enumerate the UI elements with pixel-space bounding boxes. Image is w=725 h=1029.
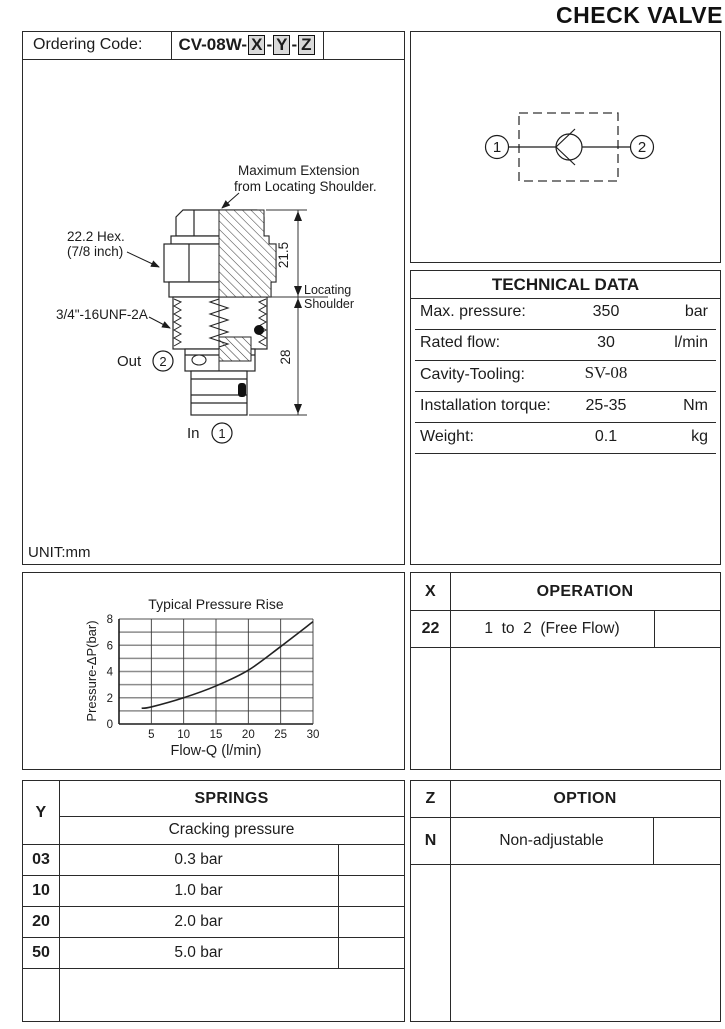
locating-shoulder-label-1: Locating <box>304 283 352 297</box>
tech-row-label: Weight: <box>420 428 474 445</box>
technical-data-box <box>410 270 721 565</box>
chart-ytick-label: 4 <box>106 666 113 679</box>
spring-row-code: 03 <box>32 850 50 868</box>
code-z: Z <box>298 35 314 55</box>
check-valve-symbol <box>411 32 719 261</box>
operation-row-divider <box>411 647 720 648</box>
spring-row-code: 10 <box>32 881 50 899</box>
in-label: In <box>187 425 200 442</box>
tech-row-unit: bar <box>684 303 708 320</box>
symbol-box <box>410 31 721 263</box>
chart-xlabel: Flow-Q (l/min) <box>170 743 262 759</box>
chart-ytick-label: 8 <box>106 614 113 626</box>
max-extension-label-2: from Locating Shoulder. <box>234 179 377 194</box>
nose-seal <box>238 383 246 397</box>
symbol-port1-number: 1 <box>492 139 502 156</box>
chart-series-line <box>142 622 313 709</box>
row-divider <box>415 391 716 392</box>
technical-data-title: TECHNICAL DATA <box>491 274 640 294</box>
option-row-code: N <box>424 831 437 849</box>
thread-label: 3/4"-16UNF-2A <box>56 307 148 322</box>
tech-row-value: 350 <box>592 303 620 320</box>
spring-row-value: 2.0 bar <box>174 912 223 930</box>
tech-row-label: Installation torque: <box>420 397 551 414</box>
tech-row-label: Cavity-Tooling: <box>420 366 525 383</box>
chart-xtick-label: 5 <box>148 729 155 741</box>
tech-row-label: Max. pressure: <box>420 303 526 320</box>
springs-row-divider <box>23 968 404 969</box>
operation-box <box>410 572 721 770</box>
o-ring-seal <box>254 325 264 335</box>
chart-title: Typical Pressure Rise <box>148 596 284 612</box>
hex-label-2: (7/8 inch) <box>67 244 124 259</box>
operation-row-desc: 1 to 2 (Free Flow) <box>484 619 620 637</box>
option-col-letter: Z <box>425 790 436 807</box>
ordering-cell-divider-2 <box>323 32 324 59</box>
springs-right-cell-divider <box>338 844 339 968</box>
symbol-port2-number: 2 <box>637 139 647 156</box>
chart-ylabel: Pressure-ΔP(bar) <box>84 620 99 722</box>
spring-row-value: 5.0 bar <box>174 943 223 961</box>
tech-row-value: 30 <box>597 334 615 351</box>
chart-ytick-label: 0 <box>106 719 113 731</box>
chart-box <box>22 572 405 770</box>
code-sep-1: - <box>266 35 273 54</box>
tech-row-value: 0.1 <box>594 428 618 445</box>
springs-subtitle: Cracking pressure <box>168 821 295 838</box>
code-prefix: CV-08W- <box>178 35 248 54</box>
springs-box <box>22 780 405 1022</box>
row-divider <box>415 422 716 423</box>
dim-28: 28 <box>278 349 293 365</box>
code-x: X <box>248 35 265 55</box>
ordering-code-label: Ordering Code: <box>33 36 143 53</box>
out-label: Out <box>117 353 142 370</box>
spring-row-value: 0.3 bar <box>174 850 223 868</box>
chart-ytick-label: 6 <box>106 640 113 653</box>
dim-21-5: 21.5 <box>276 241 291 269</box>
symbol-lines <box>509 129 630 165</box>
tech-row-unit: kg <box>691 428 708 445</box>
springs-title: SPRINGS <box>194 789 269 807</box>
chart-xtick-label: 10 <box>177 729 191 741</box>
operation-col-letter: X <box>425 582 436 600</box>
ordering-drawing-box <box>22 31 405 565</box>
unit-label: UNIT:mm <box>28 544 91 561</box>
max-extension-label-1: Maximum Extension <box>238 163 360 178</box>
option-row-divider <box>411 864 720 865</box>
tech-row-unit: Nm <box>683 397 708 414</box>
chart-xtick-label: 20 <box>241 729 255 741</box>
locating-shoulder-label-2: Shoulder <box>304 297 355 311</box>
spring-row-code: 50 <box>32 943 50 961</box>
spring-row-code: 20 <box>32 912 50 930</box>
spring-row-value: 1.0 bar <box>174 881 223 899</box>
pressure-rise-chart <box>23 573 403 768</box>
hex-label-1: 22.2 Hex. <box>67 229 125 244</box>
valve-cross-section-drawing <box>23 59 403 564</box>
out-port-hole <box>192 355 206 365</box>
tech-row-label: Rated flow: <box>420 334 501 351</box>
in-port-number: 1 <box>218 426 226 441</box>
code-y: Y <box>273 35 290 55</box>
operation-right-cell-divider <box>654 610 655 647</box>
tech-row-value: 25-35 <box>585 397 627 414</box>
chart-ytick-label: 2 <box>106 692 113 705</box>
option-right-cell-divider <box>653 817 654 864</box>
operation-row-code: 22 <box>421 619 440 637</box>
code-sep-2: - <box>291 35 298 54</box>
option-box <box>410 780 721 1022</box>
operation-title: OPERATION <box>536 582 634 600</box>
springs-col-letter: Y <box>35 803 47 821</box>
tech-row-value: SV-08 <box>584 363 628 382</box>
chart-xtick-label: 30 <box>306 729 320 741</box>
technical-data-title-divider <box>411 298 720 299</box>
out-port-number: 2 <box>159 354 167 369</box>
row-divider <box>415 453 716 454</box>
option-row-desc: Non-adjustable <box>499 831 604 849</box>
row-divider <box>415 360 716 361</box>
ordering-code-value <box>171 32 323 58</box>
option-title: OPTION <box>553 790 617 807</box>
page-title: CHECK VALVE <box>556 2 723 28</box>
chart-xtick-label: 25 <box>274 729 288 741</box>
tech-row-unit: l/min <box>674 334 708 351</box>
row-divider <box>415 329 716 330</box>
chart-xtick-label: 15 <box>209 729 223 741</box>
